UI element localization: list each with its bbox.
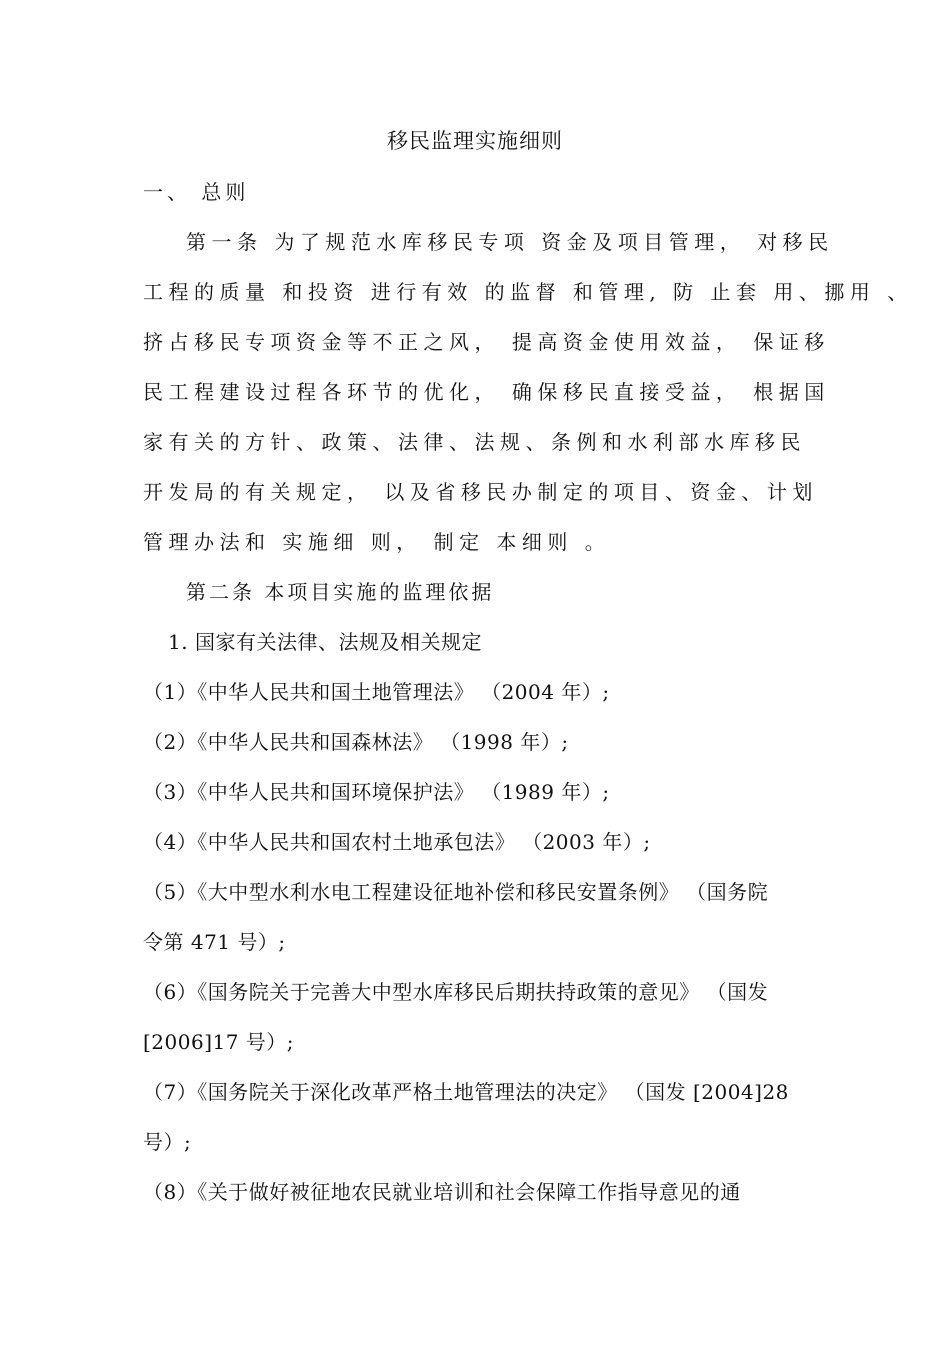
law-item-1: （1）《中华人民共和国土地管理法》 （2004 年）; [143, 680, 610, 704]
article-1-line-5: 家有关的方针、政策、法律、法规、条例和水利部水库移民 [143, 430, 806, 454]
law-item-6-continued: [2006]17 号）; [143, 1030, 295, 1054]
article-2-heading: 第二条 本项目实施的监理依据 [186, 580, 495, 604]
law-item-5-continued: 令第 471 号）; [143, 930, 286, 954]
section-heading-general: 一、 总则 [143, 180, 250, 204]
article-1-line-3: 挤占移民专项资金等不正之风， 提高资金使用效益， 保证移 [143, 330, 830, 354]
law-item-2: （2）《中华人民共和国森林法》 （1998 年）; [143, 730, 569, 754]
law-item-3: （3）《中华人民共和国环境保护法》 （1989 年）; [143, 780, 610, 804]
law-item-8: （8）《关于做好被征地农民就业培训和社会保障工作指导意见的通 [143, 1180, 741, 1204]
article-1-line-2: 工程的质量 和投资 进行有效 的监督 和管理, 防 止套 用、挪用 、 [143, 280, 913, 304]
law-item-6: （6）《国务院关于完善大中型水库移民后期扶持政策的意见》 （国发 [143, 980, 769, 1004]
article-1-line-7: 管理办法和 实施细 则， 制定 本细则 。 [143, 530, 611, 554]
article-1-line-6: 开发局的有关规定， 以及省移民办制定的项目、资金、计划 [143, 480, 818, 504]
article-1-line-1: 第一条 为了规范水库移民专项 资金及项目管理， 对移民 [186, 230, 834, 254]
law-item-7-continued: 号）; [143, 1130, 192, 1154]
article-2-subheading: 1. 国家有关法律、法规及相关规定 [168, 630, 482, 654]
law-item-5: （5）《大中型水利水电工程建设征地补偿和移民安置条例》 （国务院 [143, 880, 769, 904]
law-item-4: （4）《中华人民共和国农村土地承包法》 （2003 年）; [143, 830, 651, 854]
page-title: 移民监理实施细则 [387, 129, 563, 153]
article-1-line-4: 民工程建设过程各环节的优化， 确保移民直接受益， 根据国 [143, 380, 830, 404]
law-item-7: （7）《国务院关于深化改革严格土地管理法的决定》 （国发 [2004]28 [143, 1080, 789, 1104]
